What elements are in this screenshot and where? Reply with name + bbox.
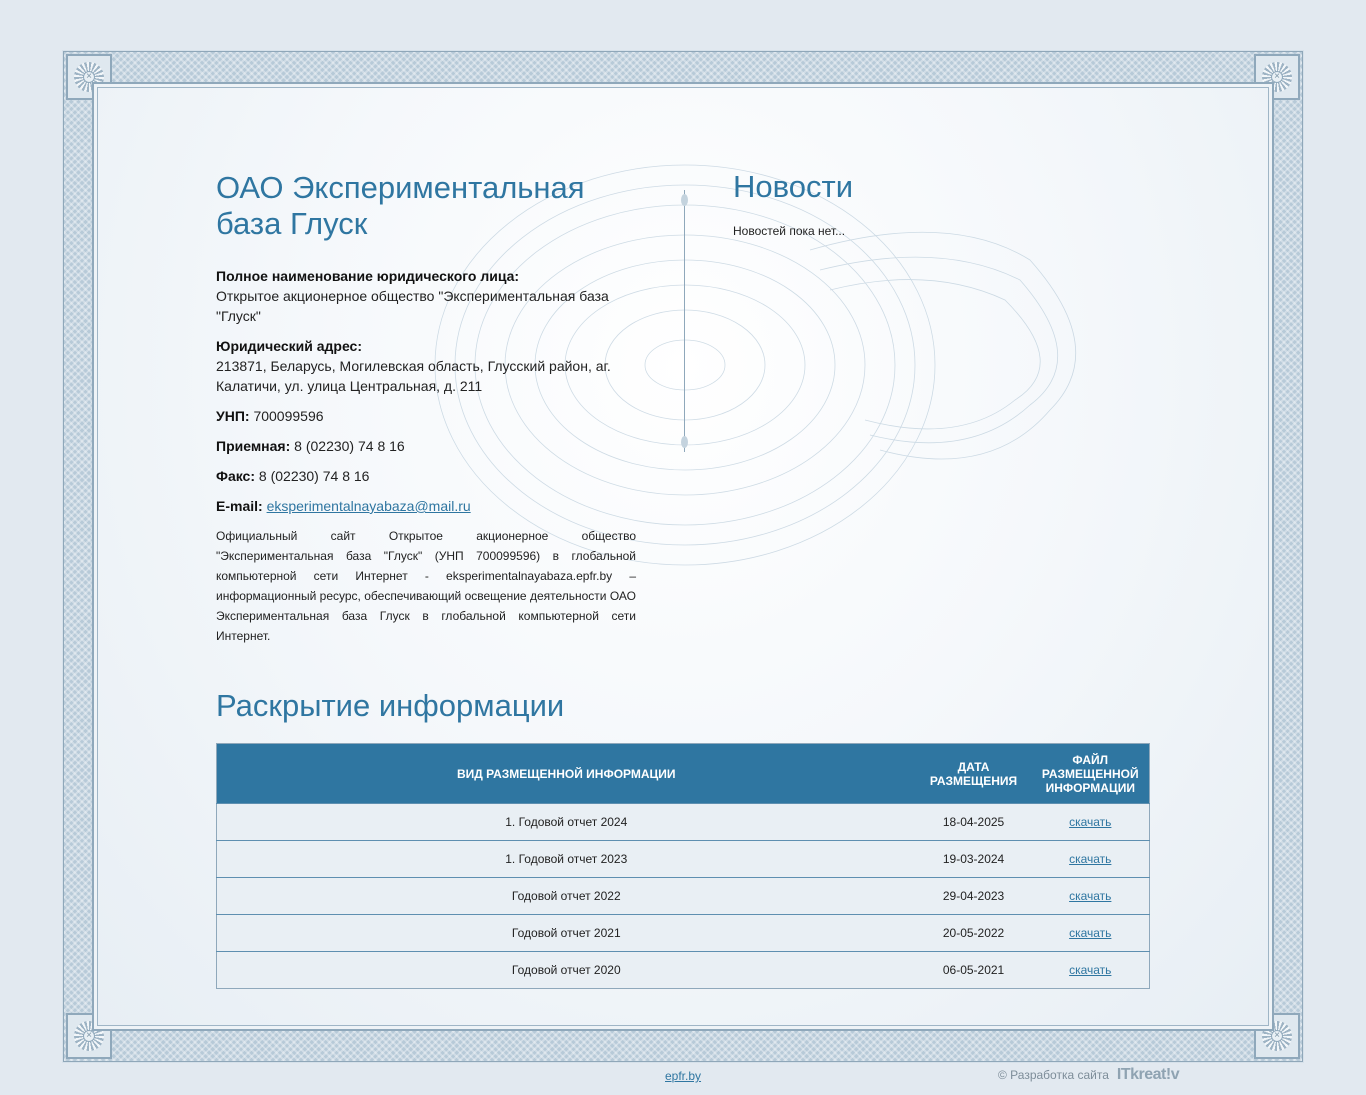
download-link[interactable]: скачать: [1069, 815, 1112, 829]
row-date: 18-04-2025: [916, 804, 1032, 841]
download-link[interactable]: скачать: [1069, 852, 1112, 866]
table-row: [217, 841, 1150, 878]
table-row: [217, 878, 1150, 915]
corner-ornament-icon: ×: [1254, 54, 1300, 100]
email-label: E-mail:: [216, 498, 263, 514]
row-type: Годовой отчет 2021: [217, 915, 916, 952]
fax-label: Факс:: [216, 468, 256, 484]
row-type: Годовой отчет 2020: [217, 952, 916, 989]
full-name-field: [216, 266, 636, 326]
row-date: 19-03-2024: [916, 841, 1032, 878]
table-header-row: [217, 744, 1150, 804]
row-type: 1. Годовой отчет 2023: [217, 841, 916, 878]
row-date: 06-05-2021: [916, 952, 1032, 989]
address-value: 213871, Беларусь, Могилевская область, Глусский район, аг. Калатичи, ул. улица Центральная, д. 211: [216, 358, 611, 394]
developer-text: © Разработка сайта: [998, 1068, 1109, 1082]
news-title: Новости: [733, 169, 854, 204]
reception-field: [216, 436, 636, 456]
row-date: 29-04-2023: [916, 878, 1032, 915]
email-link[interactable]: eksperimentalnayabaza@mail.ru: [266, 498, 471, 514]
download-link[interactable]: скачать: [1069, 963, 1112, 977]
row-type: 1. Годовой отчет 2024: [217, 804, 916, 841]
site-description: Официальный сайт Открытое акционерное общество "Экспериментальная база "Глуск" (УНП 700099596) в глобальной компьютерной сети Интернет - eksperimentalnayabaza.epfr.by – информационный ресурс, обеспечивающий освещение деятельности ОАО Экспериментальная база Глуск в глобальной компьютерной сети Интернет.: [216, 529, 636, 643]
table-row: [217, 915, 1150, 952]
fax-value: 8 (02230) 74 8 16: [258, 468, 370, 484]
unp-label: УНП:: [216, 408, 250, 424]
email-field: [216, 496, 636, 516]
download-link[interactable]: скачать: [1069, 889, 1112, 903]
full-name-label: Полное наименование юридического лица:: [216, 268, 520, 284]
table-row: [217, 804, 1150, 841]
address-field: [216, 336, 636, 396]
row-type: Годовой отчет 2022: [217, 878, 916, 915]
reception-label: Приемная:: [216, 438, 291, 454]
table-row: [217, 952, 1150, 989]
footer-developer: [998, 1066, 1179, 1084]
news-empty-text: Новостей пока нет...: [733, 224, 846, 238]
company-info: [216, 170, 636, 646]
row-date: 20-05-2022: [916, 915, 1032, 952]
developer-logo[interactable]: ITkreat!v: [1116, 1066, 1180, 1083]
download-link[interactable]: скачать: [1069, 926, 1112, 940]
header-file: ФАЙЛ РАЗМЕЩЕННОЙ ИНФОРМАЦИИ: [1032, 744, 1150, 804]
header-type: ВИД РАЗМЕЩЕННОЙ ИНФОРМАЦИИ: [217, 744, 916, 804]
news-section: [733, 170, 1153, 238]
header-date: ДАТА РАЗМЕЩЕНИЯ: [916, 744, 1032, 804]
page-title: ОАО Экспериментальная база Глуск: [216, 170, 585, 241]
reception-value: 8 (02230) 74 8 16: [294, 438, 405, 454]
fax-field: [216, 466, 636, 486]
corner-ornament-icon: ×: [66, 1013, 112, 1059]
disclosure-table: [216, 743, 1150, 989]
disclosure-title: Раскрытие информации: [216, 688, 565, 723]
column-divider: [684, 190, 685, 452]
corner-ornament-icon: ×: [66, 54, 112, 100]
full-name-value: Открытое акционерное общество "Экспериментальная база "Глуск": [216, 288, 609, 324]
unp-value: 700099596: [253, 408, 324, 424]
unp-field: [216, 406, 636, 426]
footer-site-link[interactable]: epfr.by: [665, 1069, 702, 1083]
corner-ornament-icon: ×: [1254, 1013, 1300, 1059]
address-label: Юридический адрес:: [216, 338, 362, 354]
